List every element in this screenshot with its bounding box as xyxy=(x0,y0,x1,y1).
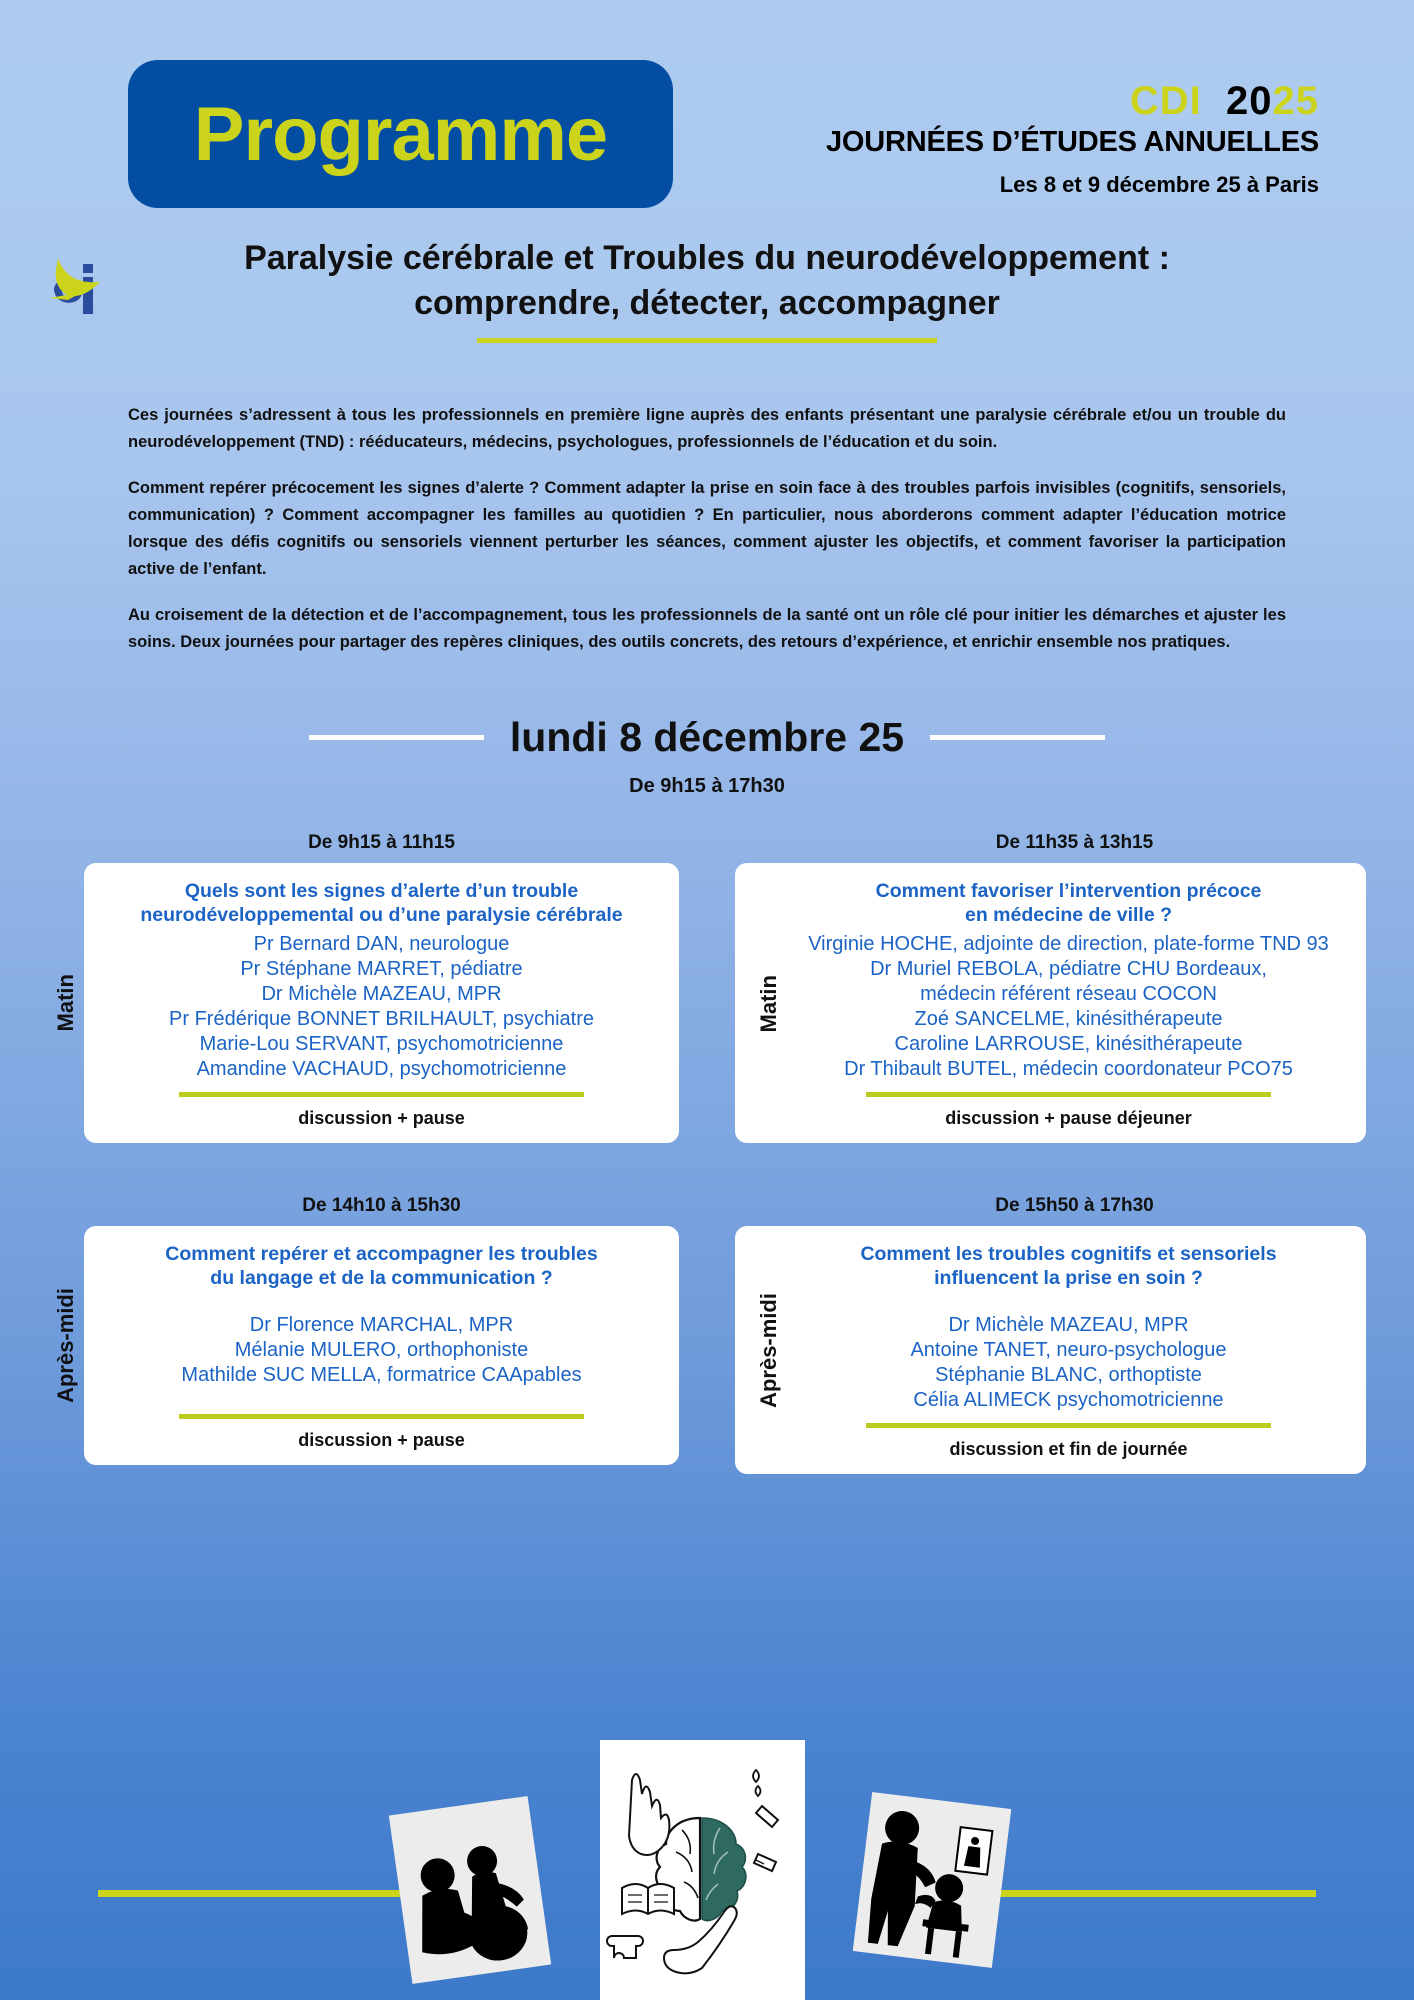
day-heading-line xyxy=(0,714,1414,761)
session-title-line2: en médecine de ville ? xyxy=(965,904,1172,927)
session-time: De 15h50 à 17h30 xyxy=(995,1194,1154,1216)
speaker: Amandine VACHAUD, psychomotricienne xyxy=(196,1057,567,1080)
speaker: Pr Stéphane MARRET, pédiatre xyxy=(240,957,523,980)
page-title-line2: comprendre, détecter, accompagner xyxy=(414,283,1000,322)
day-rule-left xyxy=(309,735,484,740)
session-card[interactable] xyxy=(84,1226,679,1465)
speaker: Virginie HOCHE, adjointe de direction, plate-forme TND 93 xyxy=(808,932,1329,955)
day-rule-right xyxy=(930,735,1105,740)
speaker: Dr Muriel REBOLA, pédiatre CHU Bordeaux, xyxy=(870,957,1267,980)
speaker: Dr Michèle MAZEAU, MPR xyxy=(948,1314,1189,1336)
footer-rule-right xyxy=(986,1890,1316,1897)
programme-label: Programme xyxy=(193,91,608,177)
speaker: Dr Thibault BUTEL, médecin coordonateur PCO75 xyxy=(844,1057,1293,1080)
session-card[interactable] xyxy=(735,863,1366,1143)
session-title-line2: influencent la prise en soin ? xyxy=(934,1267,1203,1290)
session-period-text: Matin xyxy=(53,974,78,1032)
poster-header xyxy=(0,0,1414,230)
session-divider-rule xyxy=(866,1092,1271,1097)
day-hours: De 9h15 à 17h30 xyxy=(629,774,785,797)
journees-subtitle: JOURNÉES D’ÉTUDES ANNUELLES xyxy=(825,126,1319,159)
brain-hands-illustration xyxy=(600,1740,805,2000)
speaker: Dr Florence MARCHAL, MPR xyxy=(249,1314,514,1336)
session-slot xyxy=(48,832,679,1143)
speaker: Stéphanie BLANC, orthoptiste xyxy=(935,1364,1202,1386)
session-divider-rule xyxy=(179,1092,584,1097)
session-period-label xyxy=(751,1242,787,1460)
session-title-line1: Comment les troubles cognitifs et sensoriels xyxy=(860,1242,1277,1265)
speaker: Zoé SANCELME, kinésithérapeute xyxy=(914,1007,1223,1030)
footer-rule-left xyxy=(98,1890,428,1897)
session-time: De 9h15 à 11h15 xyxy=(308,831,455,853)
intro-text xyxy=(128,402,1286,656)
session-period-text: Après-midi xyxy=(53,1287,78,1403)
session-slot xyxy=(735,832,1366,1143)
session-divider-rule xyxy=(179,1414,584,1419)
intro-paragraph-2: Comment repérer précocement les signes d’alerte ? Comment adapter la prise en soin face à des troubles parfois invisibles (cognitifs, sensoriels, communication) ? Comment accompagner les familles au quotidien ? En particulier, nous aborderons comment adapter l’éducation motrice lorsque des défis cognitifs ou sensoriels viennent perturber les séances, comment ajuster les objectifs, et comment favoriser la participation active de l’enfant. xyxy=(128,479,1286,578)
session-footer: discussion et fin de journée xyxy=(949,1439,1188,1459)
header-right-block xyxy=(759,80,1319,198)
session-speakers xyxy=(787,932,1350,1082)
speaker: Pr Bernard DAN, neurologue xyxy=(253,932,510,955)
session-title-line2: neurodéveloppemental ou d’une paralysie cérébrale xyxy=(140,904,623,927)
session-slot xyxy=(48,1195,679,1474)
session-speakers xyxy=(100,1313,663,1388)
therapist-child-ball-photo xyxy=(389,1796,551,1984)
session-period-text: Matin xyxy=(756,975,781,1033)
year-suffix: 25 xyxy=(1272,79,1319,123)
speaker: Antoine TANET, neuro-psychologue xyxy=(910,1339,1227,1361)
session-title-line1: Comment favoriser l’intervention précoce xyxy=(875,879,1262,902)
session-title-line1: Comment repérer et accompagner les troubles xyxy=(165,1242,598,1265)
speaker: Marie-Lou SERVANT, psychomotricienne xyxy=(199,1032,564,1055)
footer-illustrations xyxy=(0,1740,1414,2000)
title-underline-rule xyxy=(477,338,937,343)
session-footer: discussion + pause xyxy=(298,1107,465,1128)
session-grid xyxy=(48,832,1366,1474)
session-title xyxy=(100,879,663,928)
title-row xyxy=(0,236,1414,376)
session-footer: discussion + pause xyxy=(298,1430,465,1450)
year-prefix: 20 xyxy=(1226,79,1273,123)
cdi-label: CDI xyxy=(1129,79,1202,123)
session-period-label xyxy=(751,879,787,1129)
session-card[interactable] xyxy=(735,1226,1366,1474)
session-title xyxy=(787,879,1350,928)
programme-badge xyxy=(128,60,673,208)
speaker: Mélanie MULERO, orthophoniste xyxy=(234,1339,529,1361)
intro-paragraph-1: Ces journées s’adressent à tous les professionnels en première ligne auprès des enfants présentant une paralysie cérébrale et/ou un trouble du neurodéveloppement (TND) : rééducateurs, médecins, psychologues, professionnels de l’éducation et du soin. xyxy=(128,406,1286,451)
speaker: Dr Michèle MAZEAU, MPR xyxy=(261,982,502,1005)
day-title: lundi 8 décembre 25 xyxy=(509,713,905,760)
speaker: Pr Frédérique BONNET BRILHAULT, psychiatre xyxy=(169,1007,594,1030)
speaker: Mathilde SUC MELLA, formatrice CAApables xyxy=(181,1364,582,1386)
session-period-label xyxy=(48,863,84,1143)
session-speakers xyxy=(787,1313,1350,1413)
intro-paragraph-3: Au croisement de la détection et de l’accompagnement, tous les professionnels de la santé ont un rôle clé pour initier les démarches et ajuster les soins. Deux journées pour partager des repères cliniques, des outils concrets, des retours d’expérience, et enrichir ensemble nos pratiques. xyxy=(128,606,1286,652)
day-heading-block xyxy=(0,714,1414,798)
cdi-year-line xyxy=(759,80,1319,122)
speaker: Caroline LARROUSE, kinésithérapeute xyxy=(894,1032,1243,1055)
session-divider-rule xyxy=(866,1423,1271,1428)
session-period-text: Après-midi xyxy=(756,1293,781,1409)
session-title-line2: du langage et de la communication ? xyxy=(210,1267,553,1290)
therapist-child-table-photo xyxy=(853,1792,1011,1968)
cdi-bird-logo xyxy=(42,250,116,324)
session-footer: discussion + pause déjeuner xyxy=(945,1107,1192,1128)
page-title-line1: Paralysie cérébrale et Troubles du neurodéveloppement : xyxy=(244,239,1170,277)
session-title-line1: Quels sont les signes d’alerte d’un trouble xyxy=(184,879,579,902)
speaker: médecin référent réseau COCON xyxy=(920,982,1217,1005)
session-title xyxy=(100,1242,663,1291)
session-time: De 11h35 à 13h15 xyxy=(995,831,1154,853)
session-slot xyxy=(735,1195,1366,1474)
session-period-label xyxy=(48,1226,84,1465)
session-time: De 14h10 à 15h30 xyxy=(302,1194,461,1216)
speaker: Célia ALIMECK psychomotricienne xyxy=(913,1389,1224,1411)
session-title xyxy=(787,1242,1350,1291)
session-speakers xyxy=(100,932,663,1082)
page-title xyxy=(0,236,1414,326)
event-dates: Les 8 et 9 décembre 25 à Paris xyxy=(999,172,1319,198)
session-card[interactable] xyxy=(84,863,679,1143)
